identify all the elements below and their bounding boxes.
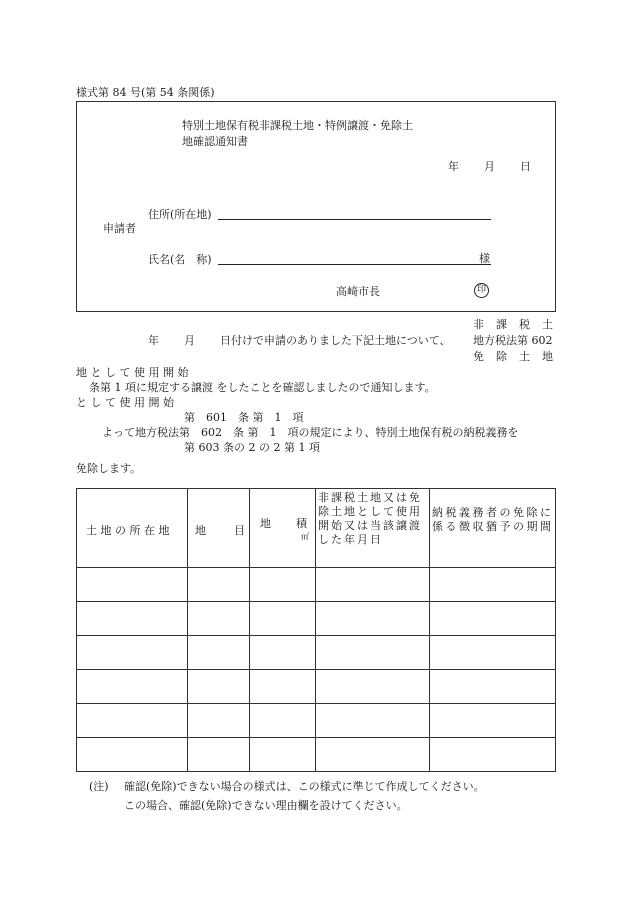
header-location: 土 地 の 所 在 地	[77, 489, 188, 568]
body-month-label: 月	[184, 334, 195, 347]
title-line-1: 特別土地保有税非課税土地・特例譲渡・免除土	[182, 119, 413, 132]
form-number: 様式第 84 号(第 54 条関係)	[76, 86, 215, 99]
cell-period[interactable]	[430, 738, 556, 772]
address-line[interactable]	[218, 219, 491, 220]
mayor-label: 高崎市長	[336, 285, 380, 298]
note-line-2: この場合、確認(免除)できない理由欄を設けてください。	[124, 799, 408, 812]
header-box	[76, 101, 556, 312]
cell-date[interactable]	[316, 636, 430, 670]
cell-period[interactable]	[430, 670, 556, 704]
cell-location[interactable]	[77, 568, 188, 602]
cell-location[interactable]	[77, 738, 188, 772]
cell-period[interactable]	[430, 568, 556, 602]
option-b: 地 と し て 使 用 開 始	[76, 366, 189, 379]
cell-category[interactable]	[188, 602, 250, 636]
body-line-4: 免除します。	[76, 462, 142, 475]
cell-category[interactable]	[188, 738, 250, 772]
body-line-1: 日付けで申請のありました下記土地について、	[220, 334, 451, 347]
option-a-2: 地方税法第 602	[473, 334, 553, 347]
sama-label: 様	[479, 252, 490, 265]
header-area: 地 積 ㎡	[250, 489, 316, 568]
cell-area[interactable]	[250, 704, 316, 738]
cell-date[interactable]	[316, 568, 430, 602]
table-row	[77, 670, 556, 704]
cell-location[interactable]	[77, 602, 188, 636]
header-date: 非課税土地又は免除土地として使用開始又は当該譲渡した年月日	[316, 489, 430, 568]
cell-area[interactable]	[250, 602, 316, 636]
body-year-label: 年	[148, 334, 159, 347]
applicant-label: 申請者	[103, 222, 136, 235]
date-year-label: 年	[448, 160, 459, 173]
cell-date[interactable]	[316, 704, 430, 738]
cell-location[interactable]	[77, 636, 188, 670]
note-label: (注)	[89, 780, 109, 793]
address-label: 住所(所在地)	[148, 208, 212, 221]
option-a-1: 非 課 税 土	[473, 318, 554, 331]
cell-category[interactable]	[188, 704, 250, 738]
option-c: と し て 使 用 開 始	[76, 396, 174, 409]
cell-category[interactable]	[188, 568, 250, 602]
cell-period[interactable]	[430, 704, 556, 738]
cell-area[interactable]	[250, 738, 316, 772]
cell-area[interactable]	[250, 568, 316, 602]
header-period: 納税義務者の免除に係る徴収猶予の期間	[430, 489, 556, 568]
note-line-1: 確認(免除)できない場合の様式は、この様式に準じて作成してください。	[124, 780, 485, 793]
cell-period[interactable]	[430, 602, 556, 636]
cell-date[interactable]	[316, 670, 430, 704]
land-table	[76, 488, 556, 772]
date-day-label: 日	[520, 160, 531, 173]
table-row	[77, 738, 556, 772]
table-row	[77, 568, 556, 602]
cell-location[interactable]	[77, 704, 188, 738]
body-line-3: よって地方税法第 602 条 第 1 項の規定により、特別土地保有税の納税義務を	[102, 426, 519, 439]
name-line[interactable]	[218, 264, 491, 265]
cell-category[interactable]	[188, 670, 250, 704]
law-option-a: 第 601 条 第 1 項	[184, 411, 304, 424]
table-row	[77, 704, 556, 738]
date-month-label: 月	[484, 160, 495, 173]
cell-area[interactable]	[250, 670, 316, 704]
cell-date[interactable]	[316, 602, 430, 636]
cell-category[interactable]	[188, 636, 250, 670]
title-line-2: 地確認通知書	[182, 135, 248, 148]
option-a-3: 免 除 土 地	[473, 350, 554, 363]
name-label: 氏名(名 称)	[148, 253, 212, 266]
cell-area[interactable]	[250, 636, 316, 670]
cell-period[interactable]	[430, 636, 556, 670]
cell-date[interactable]	[316, 738, 430, 772]
cell-location[interactable]	[77, 670, 188, 704]
seal-icon: 印	[474, 283, 489, 298]
body-line-2: 条第 1 項に規定する譲渡 をしたことを確認しましたので通知します。	[89, 381, 436, 394]
header-category: 地 目	[188, 489, 250, 568]
table-row	[77, 602, 556, 636]
law-option-c: 第 603 条の 2 の 2 第 1 項	[184, 441, 320, 454]
table-row	[77, 636, 556, 670]
